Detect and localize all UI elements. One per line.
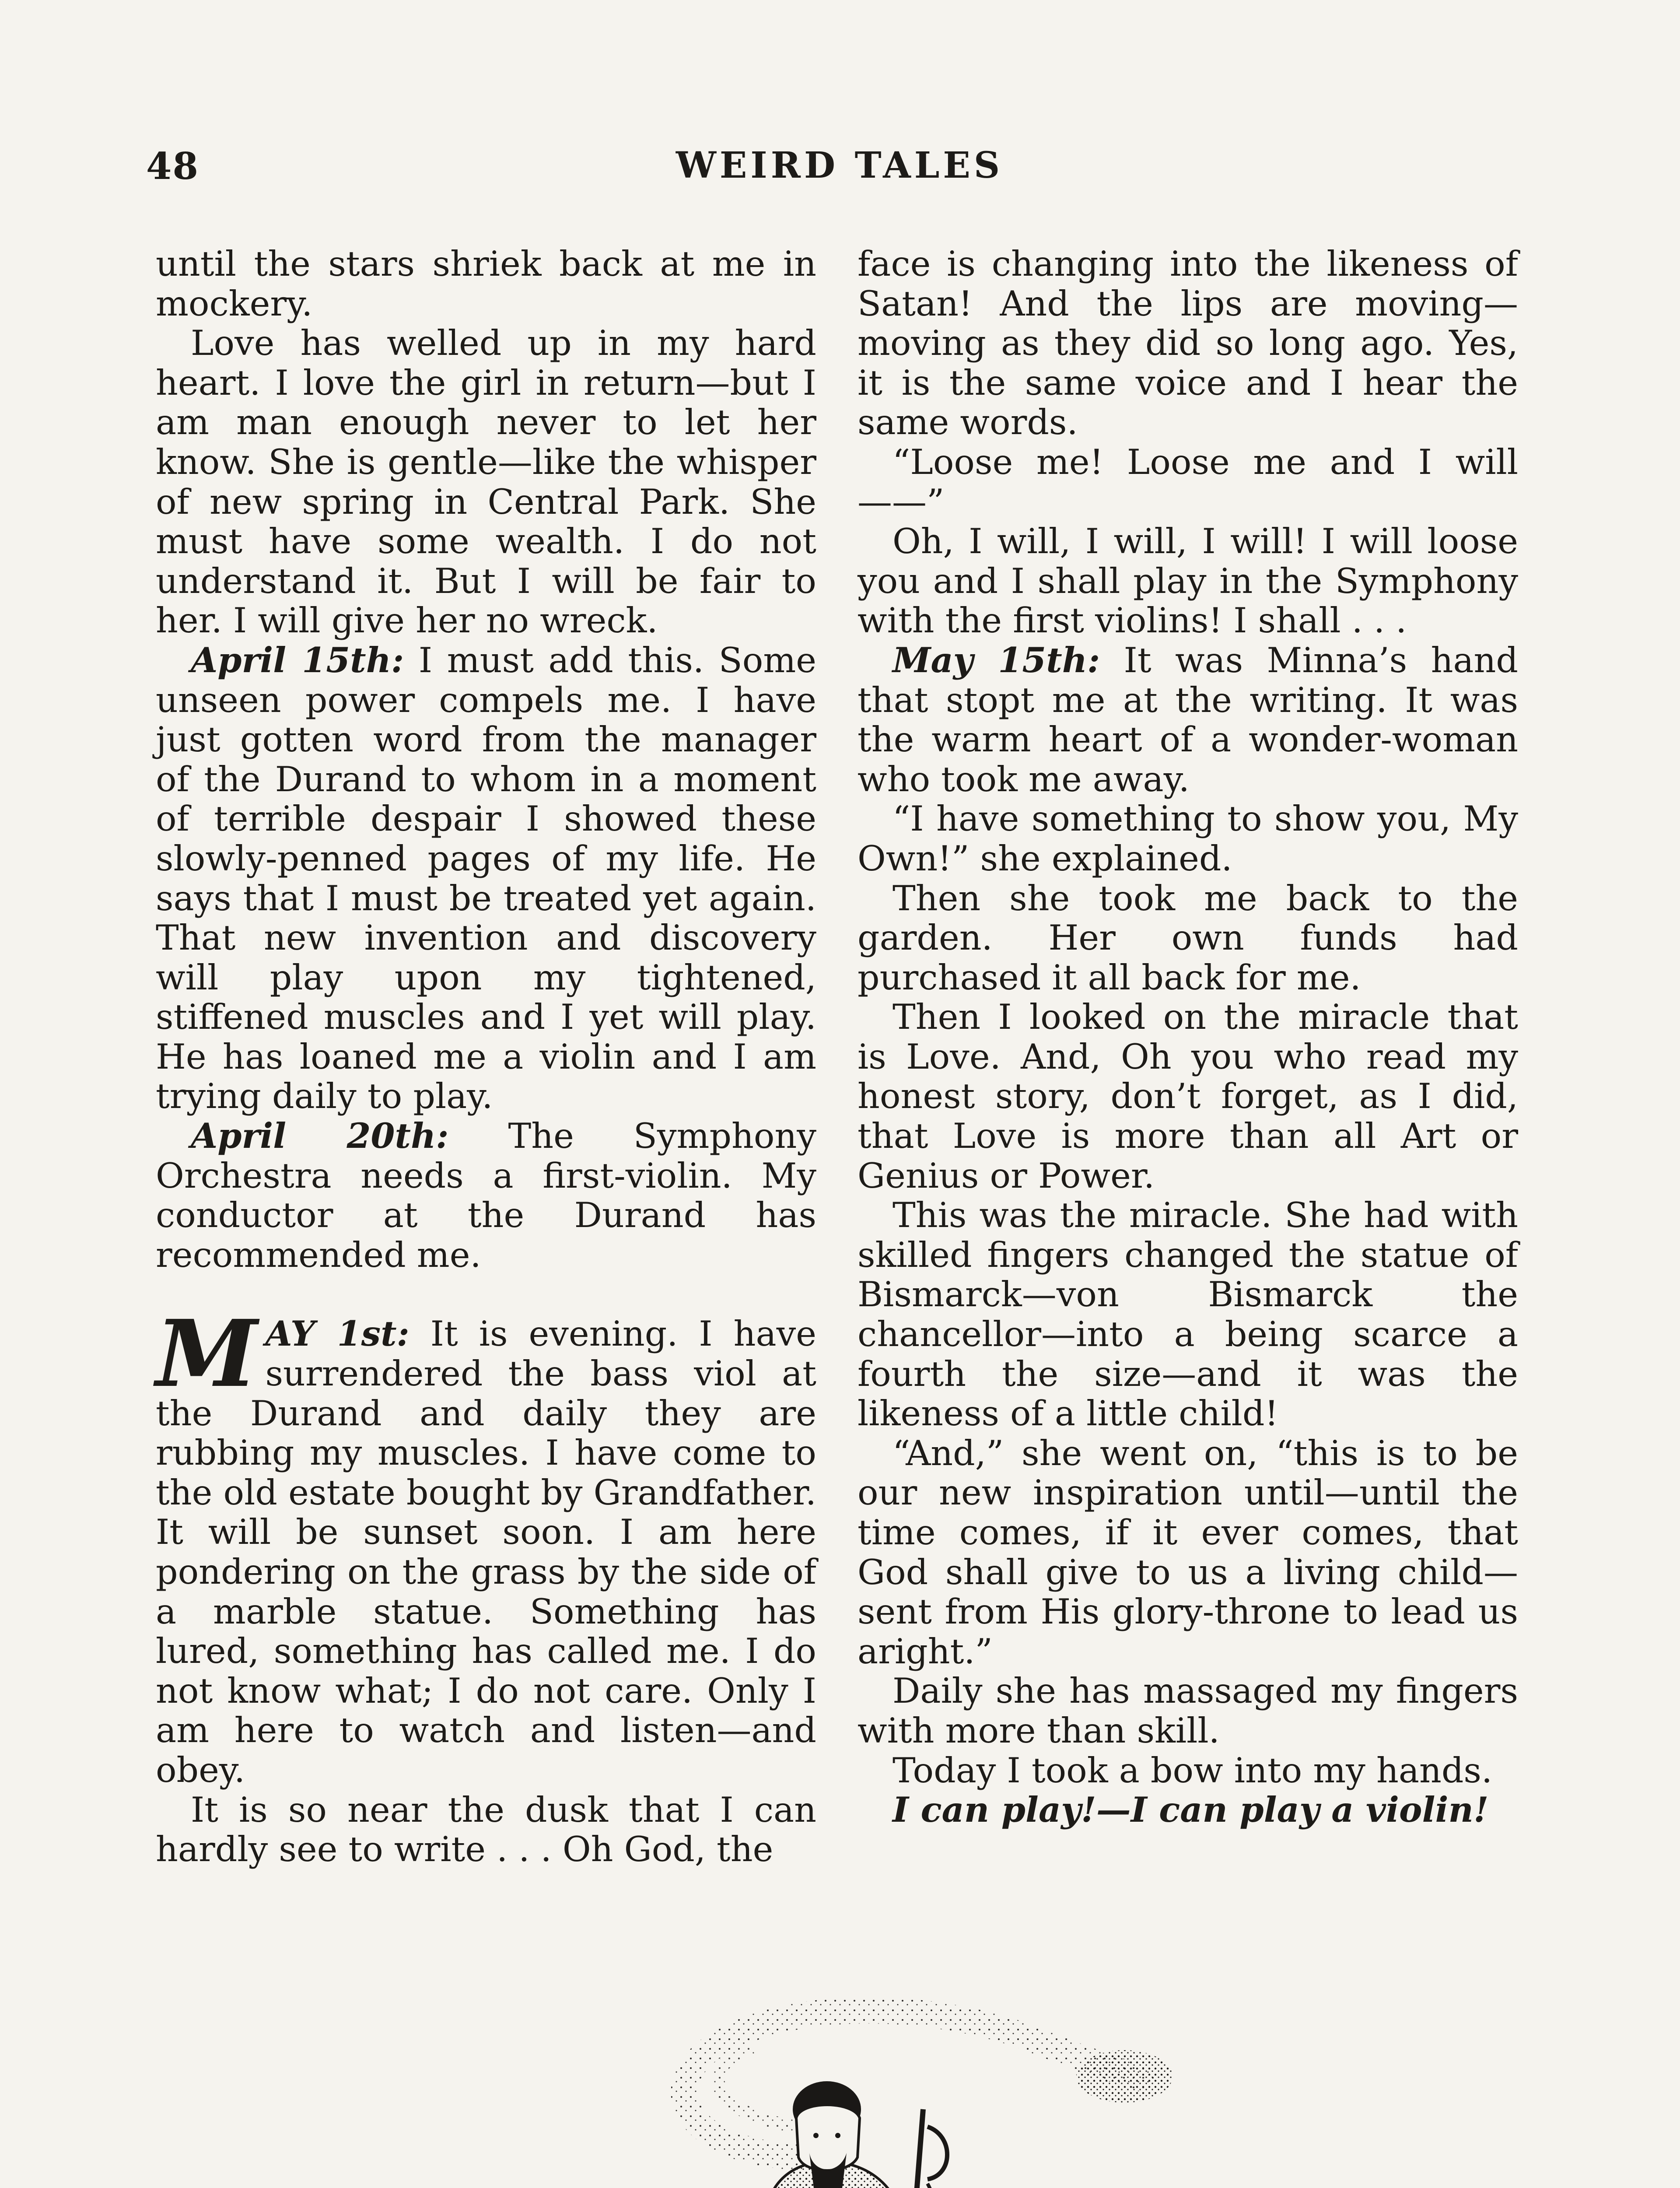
- paragraph: Today I took a bow into my hands.: [892, 1750, 1493, 1791]
- closing-line: I can play!—I can play a violin!: [892, 1789, 1489, 1830]
- entry-date: May 15th:: [892, 639, 1100, 680]
- paragraph: It is so near the dusk that I can hardly see to write . . . Oh God, the: [156, 1789, 816, 1870]
- paragraph: until the stars shriek back at me in mockery.: [156, 244, 816, 324]
- entry-text: The Symphony Orchestra needs a first-violin. My conductor at the Durand has recommended me.: [156, 1116, 816, 1275]
- diary-entry: [858, 641, 1518, 799]
- entry-text: I must add this. Some unseen power compels me. I have just gotten word from the manager of the Durand to whom in a moment of terrible despair I showed these slowly-penned pages of my life. He says that I must be treated yet again. That new invention and discovery will play upon my tightened, stiffened muscles and I yet will play. He has loaned me a violin and I am trying daily to play.: [156, 640, 816, 1117]
- entry-text: It is evening. I have surrendered the bass viol at the Durand and daily they are rubbing my muscles. I have come to the old estate bought by Grandfather. It will be sunset soon. I am here pondering on the grass by the side of a marble statue. Something has lured, something has called me. I do not know what; I do not care. Only I am here to watch and listen—and obey.: [156, 1314, 816, 1790]
- entry-date: April 15th:: [191, 639, 404, 680]
- page-number: 48: [146, 144, 199, 188]
- seated-figure-illustration: [621, 1969, 1190, 2188]
- paragraph: Then I looked on the miracle that is Love. And, Oh you who read my honest story, don’t forget, as I did, that Love is more than all Art or Genius or Power.: [858, 997, 1518, 1196]
- paragraph: face is changing into the likeness of Satan! And the lips are moving—moving as they did so long ago. Yes, it is the same voice and I hear the same words.: [858, 244, 1518, 443]
- magazine-title: WEIRD TALES: [676, 144, 1004, 186]
- paragraph: This was the miracle. She had with skilled fingers changed the statue of Bismarck—von Bismarck the chancellor—into a being scarce a fourth the size—and it was the likeness of a little child!: [858, 1195, 1518, 1434]
- diary-entry: [156, 641, 816, 1116]
- diary-entry: [156, 1116, 816, 1275]
- entry-date: AY 1st:: [265, 1313, 410, 1354]
- drop-cap: M: [156, 1300, 258, 1408]
- paragraph: “I have something to show you, My Own!” she explained.: [858, 799, 1518, 879]
- paragraph: Then she took me back to the garden. Her own funds had purchased it all back for me.: [858, 878, 1518, 998]
- diary-entry: [156, 1300, 816, 1790]
- paragraph: “Loose me! Loose me and I will——”: [858, 442, 1518, 522]
- entry-date: April 20th:: [191, 1115, 449, 1157]
- paragraph: Love has welled up in my hard heart. I love the girl in return—but I am man enough never to let her know. She is gentle—like the whisper of new spring in Central Park. She must have some wealth. I do not understand it. But I will be fair to her. I will give her no wreck.: [156, 323, 816, 641]
- left-column: [156, 244, 816, 1869]
- entry-text: It was Minna’s hand that stopt me at the writing. It was the warm heart of a wonder-woman who took me away.: [858, 640, 1518, 799]
- right-column: [858, 244, 1518, 1830]
- paragraph: “And,” she went on, “this is to be our new inspiration until—until the time comes, if it ever comes, that God shall give to us a living child—sent from His glory-throne to lead us aright.”: [858, 1433, 1518, 1672]
- page-header: [146, 144, 1533, 197]
- paragraph: Oh, I will, I will, I will! I will loose you and I shall play in the Symphony with the first violins! I shall . . .: [858, 521, 1518, 641]
- paragraph: Daily she has massaged my fingers with more than skill.: [858, 1671, 1518, 1751]
